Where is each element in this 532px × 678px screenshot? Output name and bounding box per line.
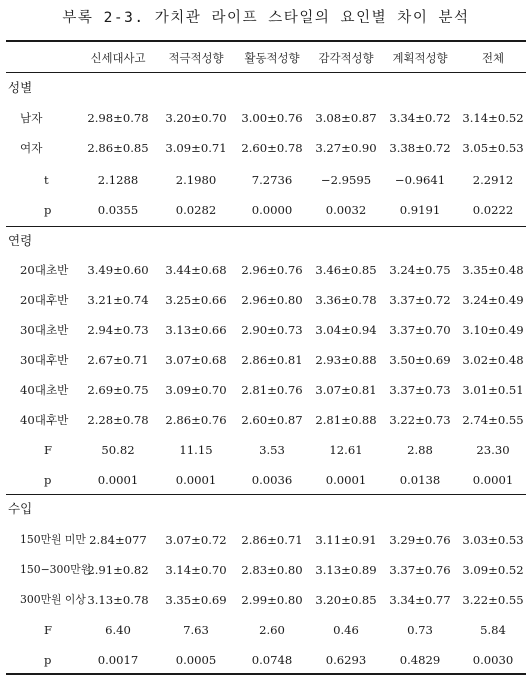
row-label: 20대초반: [20, 263, 69, 277]
section-header: 수입: [8, 501, 33, 516]
table-cell: 3.24±0.75: [389, 263, 451, 277]
table-cell: 3.10±0.49: [462, 323, 524, 337]
table-cell: 3.03±0.53: [462, 533, 524, 547]
table-cell: 3.22±0.55: [462, 593, 524, 607]
table-cell: 2.84±077: [89, 533, 147, 547]
row-label: 20대후반: [20, 293, 69, 307]
section-rule: [6, 494, 526, 495]
row-label: 남자: [20, 111, 43, 125]
table-cell: 0.0001: [175, 473, 217, 487]
table-cell: 3.09±0.70: [165, 383, 227, 397]
table-cell: 11.15: [179, 443, 213, 457]
table-cell: 2.86±0.85: [87, 141, 149, 155]
table-row: [0, 138, 532, 158]
table-cell: 3.37±0.76: [389, 563, 451, 577]
table-cell: 3.14±0.52: [462, 111, 524, 125]
table-cell: 0.0005: [175, 653, 217, 667]
table-cell: 0.0001: [97, 473, 139, 487]
table-row: [0, 590, 532, 610]
section-rule: [6, 226, 526, 227]
row-label: 40대초반: [20, 383, 69, 397]
table-cell: 0.0138: [399, 473, 441, 487]
header-row: [0, 48, 532, 68]
table-cell: 2.94±0.73: [87, 323, 149, 337]
table-cell: 3.13±0.78: [87, 593, 149, 607]
table-cell: 3.50±0.69: [389, 353, 451, 367]
table-row: [0, 440, 532, 460]
table-cell: 2.74±0.55: [462, 413, 524, 427]
col-header: 신세대사고: [90, 51, 146, 65]
table-row: [0, 350, 532, 370]
table-cell: −0.9641: [394, 173, 446, 187]
row-label: 30대초반: [20, 323, 69, 337]
table-cell: 0.0017: [97, 653, 139, 667]
row-label: p: [44, 653, 52, 667]
table-cell: 3.37±0.70: [389, 323, 451, 337]
table-cell: 2.2912: [472, 173, 514, 187]
table-cell: 2.98±0.78: [87, 111, 149, 125]
table-cell: 0.73: [407, 623, 433, 637]
table-cell: 12.61: [329, 443, 363, 457]
table-cell: 3.22±0.73: [389, 413, 451, 427]
table-cell: 3.35±0.69: [165, 593, 227, 607]
table-row: [0, 290, 532, 310]
table-cell: 3.09±0.52: [462, 563, 524, 577]
table-cell: 3.29±0.76: [389, 533, 451, 547]
table-row: [0, 650, 532, 670]
table-row: [0, 200, 532, 220]
table-row: [0, 470, 532, 490]
table-cell: 3.07±0.68: [165, 353, 227, 367]
table-cell: 3.13±0.89: [315, 563, 377, 577]
table-cell: 2.91±0.82: [87, 563, 149, 577]
table-row: [0, 530, 532, 550]
table-cell: 0.46: [333, 623, 359, 637]
table-cell: 3.44±0.68: [165, 263, 227, 277]
table-cell: 2.86±0.81: [241, 353, 303, 367]
table-cell: 3.08±0.87: [315, 111, 377, 125]
table-cell: 6.40: [105, 623, 131, 637]
row-label: 여자: [20, 141, 43, 155]
row-label: p: [44, 473, 52, 487]
row-label: 150−300만원: [20, 563, 92, 576]
row-label: F: [44, 443, 53, 457]
table-cell: 3.35±0.48: [462, 263, 524, 277]
table-cell: 3.37±0.72: [389, 293, 451, 307]
table-cell: 2.1980: [175, 173, 217, 187]
table-cell: 0.0001: [325, 473, 367, 487]
col-header: 전체: [481, 51, 504, 65]
row-label: 30대후반: [20, 353, 69, 367]
table-cell: 3.27±0.90: [315, 141, 377, 155]
table-cell: 3.34±0.72: [389, 111, 451, 125]
table-cell: 3.38±0.72: [389, 141, 451, 155]
table-cell: 0.0036: [251, 473, 293, 487]
table-cell: 0.0032: [325, 203, 367, 217]
table-cell: 3.13±0.66: [165, 323, 227, 337]
row-label: p: [44, 203, 52, 217]
table-row: [0, 108, 532, 128]
table-row: [0, 560, 532, 580]
table-cell: 3.14±0.70: [165, 563, 227, 577]
table-cell: 3.07±0.72: [165, 533, 227, 547]
section-header: 성별: [8, 80, 33, 95]
table-cell: 0.0222: [472, 203, 514, 217]
table-cell: 2.60±0.87: [241, 413, 303, 427]
table-cell: 3.37±0.73: [389, 383, 451, 397]
table-cell: 3.46±0.85: [315, 263, 377, 277]
table-cell: 3.34±0.77: [389, 593, 451, 607]
table-row: [0, 620, 532, 640]
bottom-rule: [6, 673, 526, 675]
table-cell: 3.07±0.81: [315, 383, 377, 397]
table-cell: 2.99±0.80: [241, 593, 303, 607]
table-cell: 0.4829: [399, 653, 441, 667]
table-row: [0, 260, 532, 280]
table-cell: 3.11±0.91: [315, 533, 377, 547]
table-cell: 7.63: [183, 623, 209, 637]
table-cell: 3.49±0.60: [87, 263, 149, 277]
table-cell: 3.00±0.76: [241, 111, 303, 125]
table-cell: 0.0030: [472, 653, 514, 667]
table-cell: 2.86±0.76: [165, 413, 227, 427]
col-header: 적극적성향: [168, 51, 224, 65]
table-cell: 2.86±0.71: [241, 533, 303, 547]
table-cell: 2.60: [259, 623, 285, 637]
table-cell: 0.0355: [97, 203, 139, 217]
table-cell: 3.02±0.48: [462, 353, 524, 367]
table-cell: 2.81±0.88: [315, 413, 377, 427]
table-row: [0, 380, 532, 400]
section-header: 연령: [8, 233, 33, 248]
table-cell: −2.9595: [320, 173, 372, 187]
table-title: 부록 2-3. 가치관 라이프 스타일의 요인별 차이 분석: [62, 10, 470, 26]
table-cell: 5.84: [480, 623, 506, 637]
table-cell: 3.25±0.66: [165, 293, 227, 307]
table-cell: 7.2736: [251, 173, 293, 187]
table-cell: 2.90±0.73: [241, 323, 303, 337]
table-cell: 2.83±0.80: [241, 563, 303, 577]
table-cell: 3.05±0.53: [462, 141, 524, 155]
table-cell: 2.81±0.76: [241, 383, 303, 397]
table-cell: 2.96±0.80: [241, 293, 303, 307]
table-cell: 50.82: [101, 443, 135, 457]
top-rule: [6, 40, 526, 42]
table-cell: 3.24±0.49: [462, 293, 524, 307]
table-cell: 2.96±0.76: [241, 263, 303, 277]
table-cell: 23.30: [476, 443, 510, 457]
table-cell: 2.60±0.78: [241, 141, 303, 155]
table-cell: 0.9191: [399, 203, 441, 217]
table-cell: 2.88: [407, 443, 433, 457]
table-cell: 3.20±0.85: [315, 593, 377, 607]
table-row: [0, 410, 532, 430]
table-cell: 2.28±0.78: [87, 413, 149, 427]
table-cell: 0.0282: [175, 203, 217, 217]
row-label: 300만원 이상: [20, 593, 86, 606]
table-cell: 0.0000: [251, 203, 293, 217]
table-cell: 3.01±0.51: [462, 383, 524, 397]
table-row: [0, 320, 532, 340]
col-header: 계획적성향: [392, 51, 448, 65]
table-cell: 3.53: [259, 443, 285, 457]
table-cell: 3.36±0.78: [315, 293, 377, 307]
table-cell: 3.21±0.74: [87, 293, 149, 307]
header-rule: [6, 72, 526, 73]
col-header: 활동적성향: [244, 51, 300, 65]
col-header: 감각적성향: [318, 51, 374, 65]
table-cell: 0.0748: [251, 653, 293, 667]
row-label: t: [44, 173, 49, 187]
table-cell: 2.93±0.88: [315, 353, 377, 367]
table-cell: 3.04±0.94: [315, 323, 377, 337]
table-cell: 0.0001: [472, 473, 514, 487]
row-label: F: [44, 623, 53, 637]
table-cell: 3.20±0.70: [165, 111, 227, 125]
row-label: 40대후반: [20, 413, 69, 427]
table-cell: 3.09±0.71: [165, 141, 227, 155]
row-label: 150만원 미만: [20, 533, 86, 546]
table-cell: 2.1288: [97, 173, 139, 187]
table-cell: 0.6293: [325, 653, 367, 667]
table-cell: 2.69±0.75: [87, 383, 149, 397]
table-row: [0, 170, 532, 190]
table-cell: 2.67±0.71: [87, 353, 149, 367]
